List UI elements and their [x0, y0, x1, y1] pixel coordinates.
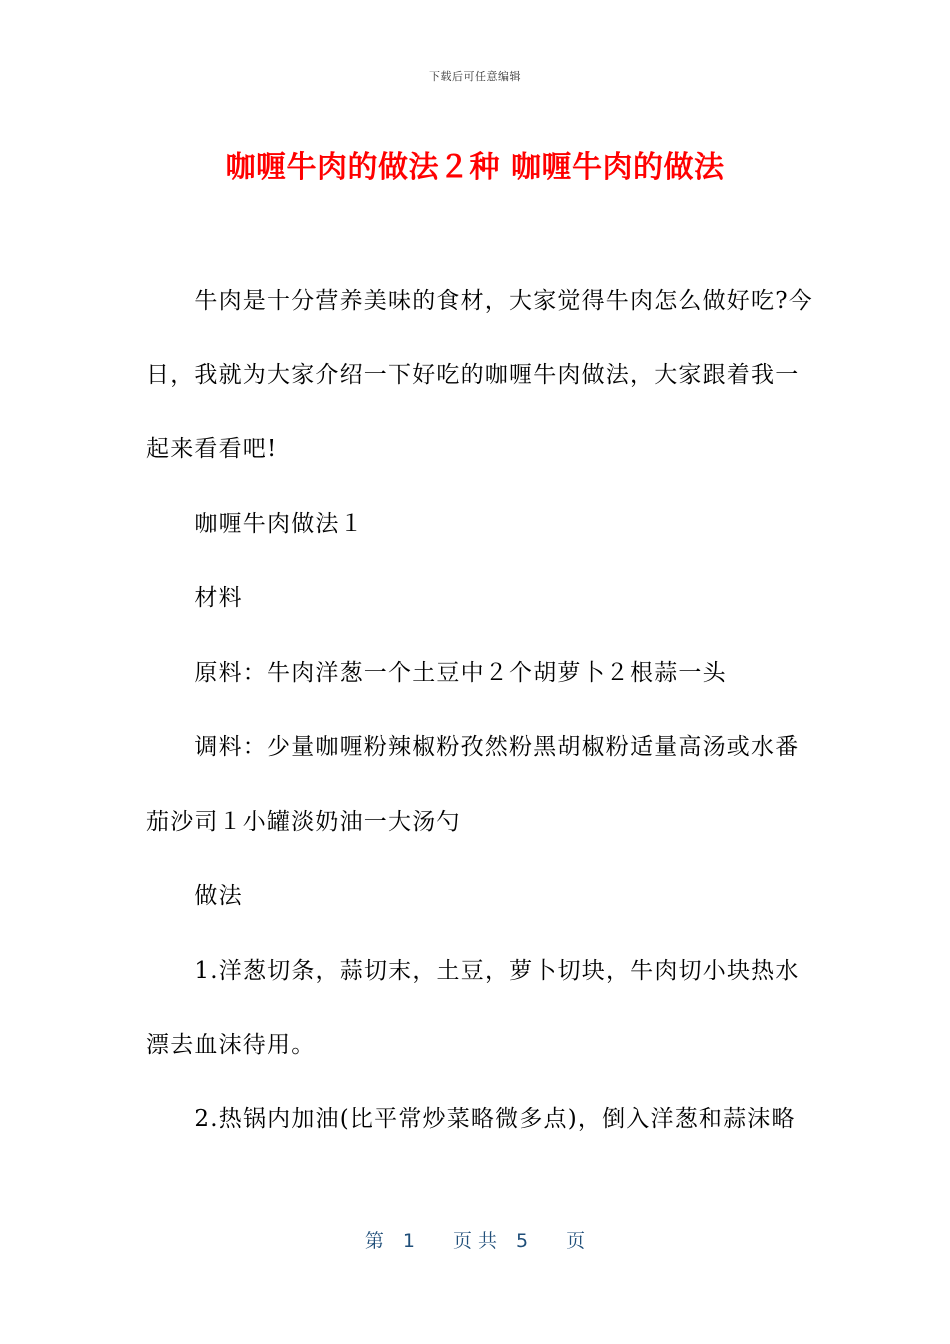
section-heading: 咖喱牛肉做法１: [146, 511, 364, 537]
paragraph-line: 日，我就为大家介绍一下好吃的咖喱牛肉做法，大家跟着我一: [146, 362, 800, 388]
paragraph-line: 牛肉是十分营养美味的食材，大家觉得牛肉怎么做好吃?今: [146, 288, 813, 314]
paragraph-line: 茄沙司１小罐淡奶油一大汤勺: [146, 809, 461, 835]
paragraph-line: 起来看看吧!: [146, 436, 278, 462]
section-heading: 做法: [146, 883, 243, 909]
paragraph-line: 调料：少量咖喱粉辣椒粉孜然粉黑胡椒粉适量高汤或水番: [146, 734, 800, 760]
paragraph-line: 原料：牛肉洋葱一个土豆中２个胡萝卜２根蒜一头: [146, 660, 727, 686]
document-title: 咖喱牛肉的做法２种 咖喱牛肉的做法: [225, 150, 725, 185]
header-note: 下载后可任意编辑: [429, 70, 521, 83]
section-heading: 材料: [146, 585, 243, 611]
paragraph-line: 漂去血沫待用。: [146, 1032, 316, 1058]
paragraph-line: 2.热锅内加油(比平常炒菜略微多点)，倒入洋葱和蒜沫略: [146, 1106, 796, 1132]
page-number-footer: 第 1 页 共 5 页: [364, 1230, 586, 1252]
paragraph-line: 1.洋葱切条，蒜切末，土豆，萝卜切块，牛肉切小块热水: [146, 958, 800, 984]
